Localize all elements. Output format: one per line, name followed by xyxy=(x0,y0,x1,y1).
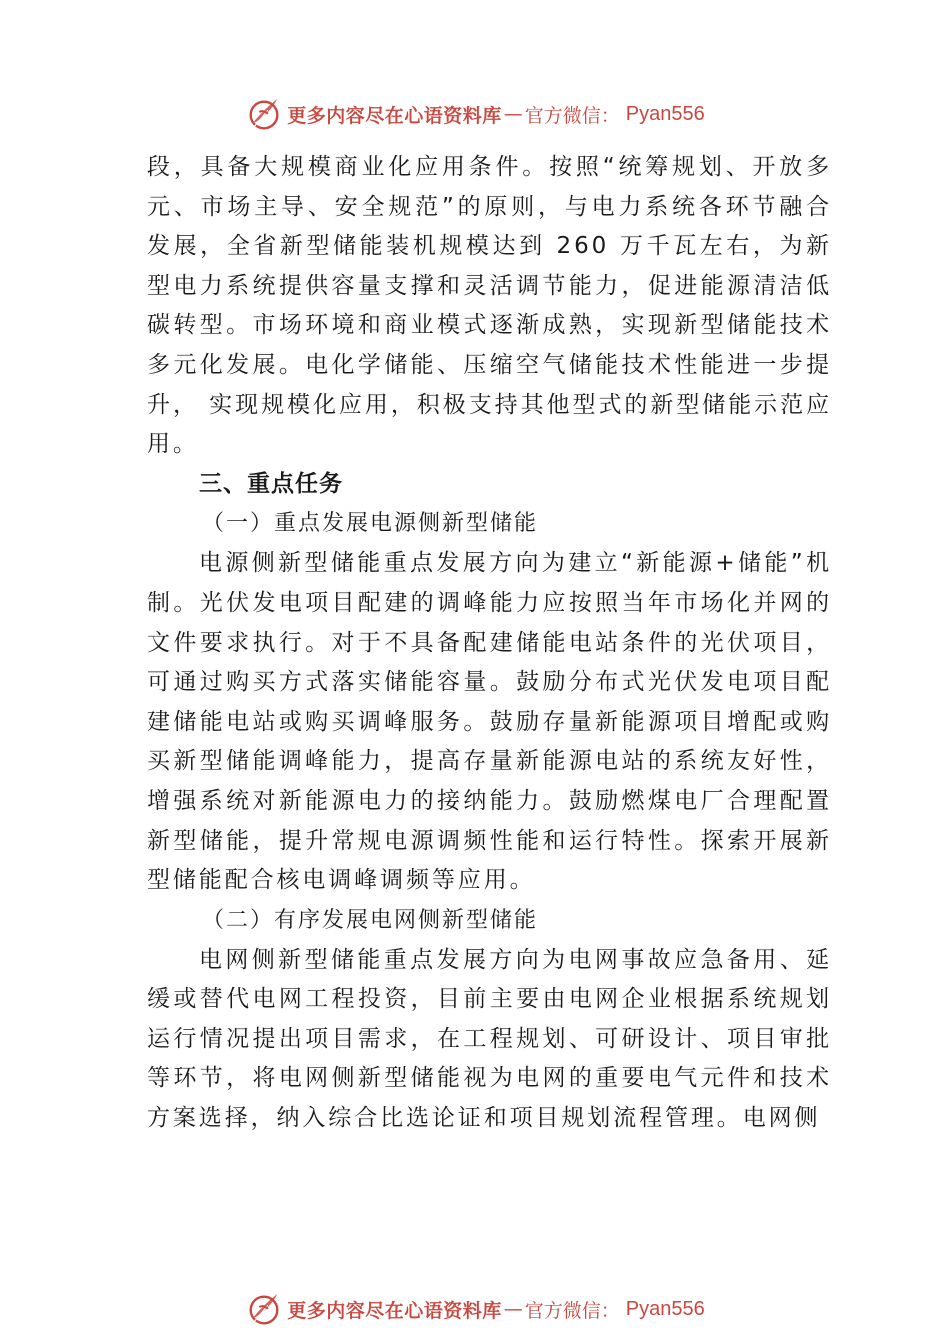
watermark-brand-text: 更多内容尽在心语资料库 xyxy=(287,104,502,127)
watermark-wechat-label: 官方微信： xyxy=(524,1299,620,1322)
paragraph-source-side-storage: 电源侧新型储能重点发展方向为建立“新能源+储能”机制。光伏发电项目配建的调峰能力应按照当年市场化并网的文件要求执行。对于不具备配建储能电站条件的光伏项目，可通过购买方式落实储能容量。鼓励分布式光伏发电项目配建储能电站或购买调峰服务。鼓励存量新能源项目增配或购买新型储能调峰能力，提高存量新能源电站的系统友好性， 增强系统对新能源电力的接纳能力。鼓励燃煤电厂合理配置 新型储能，提升常规电源调频性能和运行特性。探索开展新 型储能配合核电调峰调频等应用。 xyxy=(147,550,832,894)
subsection-heading-source-side: （一）重点发展电源侧新型储能 xyxy=(202,511,539,537)
watermark-dash: — xyxy=(503,103,523,125)
watermark-brand-text: 更多内容尽在心语资料库 xyxy=(287,1299,502,1322)
paragraph-goals-continued: 段，具备大规模商业化应用条件。按照“统筹规划、开放多元、市场主导、安全规范”的原则，与电力系统各环节融合发展，全省新型储能装机规模达到 260 万千瓦左右，为新型电力系统提供容量支撑和灵活调节能力，促进能源清洁低碳转型。市场环境和商业模式逐渐成熟，实现新型储能技术多元化发展。电化学储能、压缩空气储能技术性能进一步提升， 实现规模化应用，积极支持其他型式的新型储能示范应用。 xyxy=(147,154,832,458)
footer-watermark-banner xyxy=(0,1287,950,1331)
document-body xyxy=(147,148,832,1139)
watermark-wechat-id: Pyan556 xyxy=(625,102,705,125)
feather-seal-logo-icon xyxy=(245,1290,283,1328)
paragraph-grid-side-storage: 电网侧新型储能重点发展方向为电网事故应急备用、延缓或替代电网工程投资，目前主要由电网企业根据系统规划运行情况提出项目需求，在工程规划、可研设计、项目审批等环节，将电网侧新型储能视为电网的重要电气元件和技术方案选择，纳入综合比选论证和项目规划流程管理。电网侧 xyxy=(147,946,832,1132)
section-heading-key-tasks: 三、重点任务 xyxy=(199,470,343,497)
watermark-wechat-id: Pyan556 xyxy=(625,1297,705,1320)
feather-seal-logo-icon xyxy=(245,95,283,133)
subsection-heading-grid-side: （二）有序发展电网侧新型储能 xyxy=(202,907,539,933)
watermark-dash: — xyxy=(503,1298,523,1320)
watermark-wechat-label: 官方微信： xyxy=(524,104,620,127)
header-watermark-banner xyxy=(0,92,950,136)
